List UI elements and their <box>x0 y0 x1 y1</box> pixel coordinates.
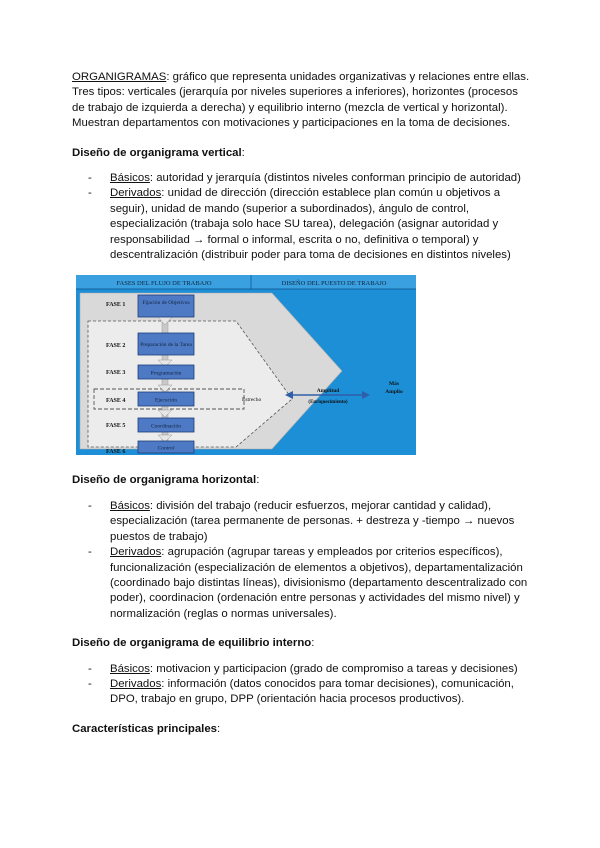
step-label: Preparación de la Tarea <box>140 342 192 349</box>
equilibrio-heading: Diseño de organigrama de equilibrio interno: <box>72 637 315 650</box>
horizontal-list <box>72 499 532 622</box>
vertical-list <box>72 171 532 263</box>
intro-definition: : gráfico que representa unidades organizativas y relaciones entre ellas. Tres tipos: verticales (jerarquía por niveles superiores a inferiores), horizontes (procesos de trabajo de izquierda a derecha) y equilibrio interno (mezcla de vertical y horizontal). Muestran departamentos con motivaciones y participaciones en la toma de decisiones. <box>72 71 530 130</box>
header-right: DISEÑO DEL PUESTO DE TRABAJO <box>281 280 387 288</box>
equilibrio-list <box>72 662 532 708</box>
step-label: Coordinación <box>151 423 181 430</box>
vertical-heading: Diseño de organigrama vertical: <box>72 146 245 159</box>
step-label: Control <box>157 445 175 452</box>
intro-paragraph <box>72 70 532 132</box>
horizontal-heading: Diseño de organigrama horizontal: <box>72 474 260 487</box>
step-label: Programación <box>150 370 182 377</box>
diagram-svg <box>76 275 416 455</box>
step-box <box>138 295 194 317</box>
list-item: - Derivados: agrupación (agrupar tareas y empleados por criterios específicos), funcionalización (especialización de elementos a objetivos), departamentalización (coordinado bajo distintas líneas), divisionismo (departamento descentralizado con poder), coordinacion (ordenación entre personas y actividades del mismo nivel) y normalización (reglas o normas universales). <box>88 546 528 620</box>
intro-term: ORGANIGRAMAS <box>72 71 167 83</box>
phase-label: FASE 6 <box>106 449 126 456</box>
amplitud-sub-label: (Enriquecimiento) <box>308 400 348 406</box>
phase-label: FASE 2 <box>106 343 126 350</box>
phase-label: FASE 3 <box>106 370 126 377</box>
amplio-label: Amplio <box>385 389 403 396</box>
phase-label: FASE 5 <box>106 423 126 430</box>
step-label: Fijación de Objetivos <box>142 300 190 307</box>
phase-label: FASE 1 <box>106 302 126 309</box>
list-item: - Básicos: división del trabajo (reducir esfuerzos, mejorar cantidad y calidad), especialización (tarea permanente de personas. + destreza y -tiempo → nuevos puestos de trabajo) <box>88 499 515 543</box>
list-item: - Derivados: unidad de dirección (dirección establece plan común u objetivos a seguir), unidad de mando (superior a subordinados), ángulo de control, especialización (trabaja solo hace SU tarea), delegación (asignar autoridad y responsabilidad → formal o informal, escrita o no, definitiva o temporal) y descentralización (distribuir poder para toma de decisiones en distintos niveles) <box>88 187 511 262</box>
step-label: Ejecución <box>155 397 177 404</box>
list-item: - Derivados: información (datos conocidos para tomar decisiones), comunicación, DPO, trabajo en grupo, DPP (orientación hacia procesos productivos). <box>88 677 514 706</box>
estrecho-label: Estrecho <box>242 397 262 404</box>
header-left: FASES DEL FLUJO DE TRABAJO <box>116 280 212 288</box>
list-item: - Básicos: autoridad y jerarquía (distintos niveles conforman principio de autoridad) <box>88 172 521 185</box>
document-page <box>72 70 532 737</box>
caracteristicas-heading: Características principales: <box>72 722 221 735</box>
amplitud-label: Amplitud <box>316 388 340 395</box>
mas-label: Más <box>388 381 400 388</box>
workflow-diagram <box>76 275 416 455</box>
phase-label: FASE 4 <box>106 398 126 405</box>
list-item: - Básicos: motivacion y participacion (grado de compromiso a tareas y decisiones) <box>88 662 518 675</box>
